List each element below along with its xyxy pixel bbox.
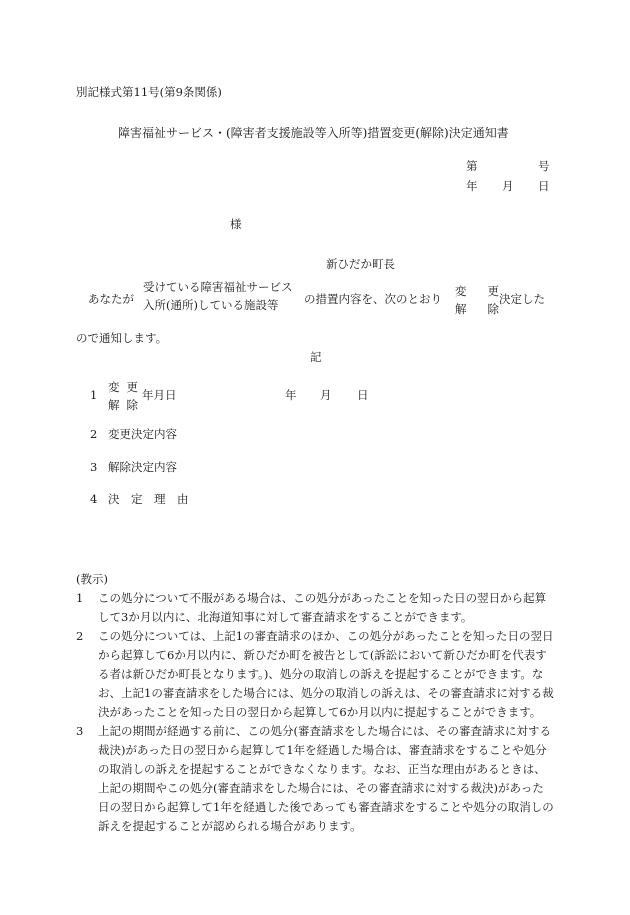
item3-label: 解除決定内容 [108,460,177,474]
addressee-suffix: 様 [230,217,242,231]
date-day: 日 [538,179,550,193]
item4-number: 4 [90,492,98,506]
instruction-note-3: 3 上記の期間が経過する前に、この処分(審査請求をした場合には、その審査請求に対する裁決)があった日の翌日から起算して1年を経過した場合は、審査請求をすることや処分の取消しの訴えを提起することができなくなります。なお、正当な理由があるときは、上記の期間やこの処分(審査請求をした場合には、その審査請求に対する裁決)があった日の翌日から起算して1年を経過した後であっても審査請求をすることや処分の取消しの訴えを提起することが認められる場合があります。 [76,723,554,833]
item2-number: 2 [90,427,98,441]
item1-change-release [108,379,138,415]
body-middle: の措置内容を、次のとおり [304,292,442,306]
number-prefix: 第 [466,159,478,173]
number-suffix: 号 [538,159,550,173]
service-option-receiving: 受けている障害福祉サービス [143,280,293,294]
instruction-section [76,570,554,836]
instruction-note-2: 2 この処分については、上記1の審査請求のほか、この処分があったことを知った日の翌日から起算して6か月以内に、新ひだか町を被告として(訴訟において新ひだか町を代表する者は新ひだか町長となります。)、処分の取消しの訴えを提起することができます。なお、上記1の審査請求をした場合には、処分の取消しの訴えは、その審査請求に対する裁決があったことを知った日の翌日から起算して6か月以内に提起することができます。 [76,628,554,719]
item1-change: 変 更 [108,380,138,394]
change-option: 変 更 [455,284,499,298]
issuer: 新ひだか町長 [326,257,395,271]
release-option: 解 除 [455,301,499,316]
item1-year: 年 [285,388,297,402]
item4-label: 決 定 理 由 [108,492,189,506]
instruction-note-1: 1 この処分について不服がある場合は、この処分があったことを知った日の翌日から起算して3か月以内に、北海道知事に対して審査請求をすることができます。 [76,590,547,624]
item1-number: 1 [90,388,98,402]
item1-day: 日 [357,388,369,402]
ki-heading: 記 [310,350,322,364]
body-continued: ので通知します。 [76,331,168,345]
item3-number: 3 [90,460,98,474]
change-release-choice-1 [455,283,499,319]
body-decided: 決定した [499,292,545,306]
item1-release: 解 除 [108,397,138,412]
service-options [143,279,293,315]
date-year: 年 [466,179,478,193]
instruction-heading: (教示) [76,572,108,586]
form-id: 別記様式第11号(第9条関係) [76,85,222,99]
service-option-admitted: 入所(通所)している施設等 [143,297,279,312]
document-title: 障害福祉サービス・(障害者支援施設等入所等)措置変更(解除)決定通知書 [118,126,509,140]
date-month: 月 [502,179,514,193]
item2-label: 変更決定内容 [108,427,177,441]
item1-month: 月 [320,388,332,402]
body-anata-ga: あなたが [88,292,134,306]
item1-label: 年月日 [142,388,177,402]
